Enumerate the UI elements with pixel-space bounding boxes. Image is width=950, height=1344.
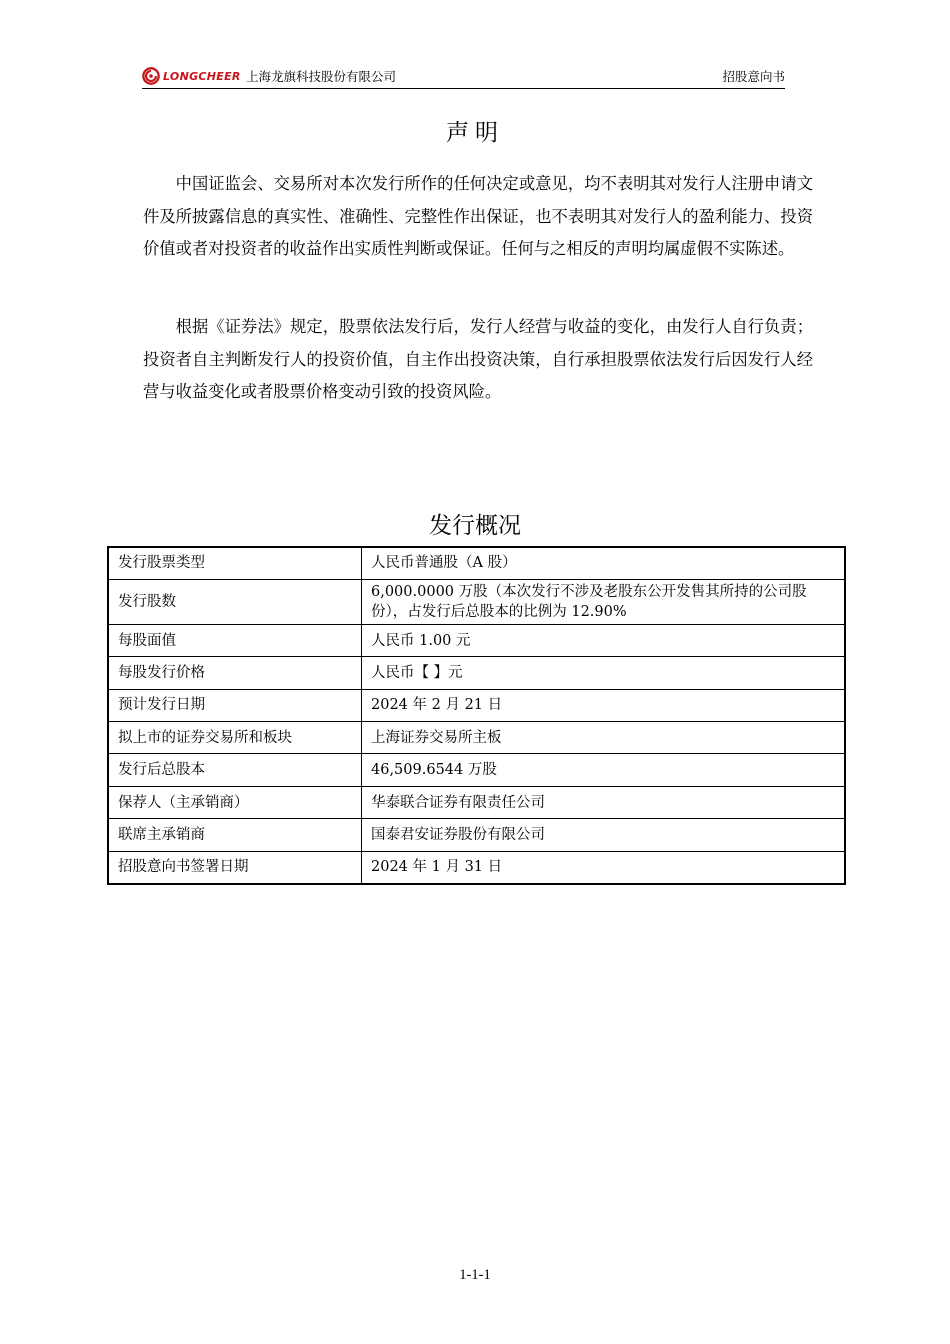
row-label: 每股面值: [108, 624, 362, 656]
row-value: 国泰君安证券股份有限公司: [362, 819, 846, 851]
row-label: 发行股数: [108, 579, 362, 624]
table-row: [108, 819, 845, 851]
row-label: 联席主承销商: [108, 819, 362, 851]
offering-overview-table: [107, 546, 846, 885]
logo-wordmark: LONGCHEER: [163, 69, 241, 83]
row-value: 上海证券交易所主板: [362, 722, 846, 754]
row-label: 每股发行价格: [108, 657, 362, 689]
row-value: 人民币【 】元: [362, 657, 846, 689]
row-value: 人民币 1.00 元: [362, 624, 846, 656]
page-header: [142, 66, 785, 89]
row-label: 保荐人（主承销商）: [108, 786, 362, 818]
table-row: [108, 754, 845, 786]
table-row: [108, 689, 845, 721]
overview-title: 发行概况: [429, 513, 521, 539]
row-label: 预计发行日期: [108, 689, 362, 721]
header-company-name: 上海龙旗科技股份有限公司: [246, 69, 397, 84]
table-row: [108, 851, 845, 883]
row-label: 拟上市的证券交易所和板块: [108, 722, 362, 754]
declaration-title: 声明: [446, 120, 504, 146]
declaration-paragraph-1: 中国证监会、交易所对本次发行所作的任何决定或意见，均不表明其对发行人注册申请文件及所披露信息的真实性、准确性、完整性作出保证，也不表明其对发行人的盈利能力、投资价值或者对投资者的收益作出实质性判断或保证。任何与之相反的声明均属虚假不实陈述。: [143, 174, 813, 258]
row-value: 华泰联合证券有限责任公司: [362, 786, 846, 818]
declaration-paragraph-2: 根据《证券法》规定，股票依法发行后，发行人经营与收益的变化，由发行人自行负责；投资者自主判断发行人的投资价值，自主作出投资决策，自行承担股票依法发行后因发行人经营与收益变化或者股票价格变动引致的投资风险。: [143, 317, 813, 401]
longcheer-logo-icon: [142, 67, 160, 85]
table-row: [108, 657, 845, 689]
row-value: 人民币普通股（A 股）: [362, 547, 846, 579]
row-label: 发行股票类型: [108, 547, 362, 579]
table-row: [108, 786, 845, 818]
row-value: 2024 年 2 月 21 日: [362, 689, 846, 721]
table-row: [108, 722, 845, 754]
row-value: 2024 年 1 月 31 日: [362, 851, 846, 883]
page-number: 1-1-1: [459, 1267, 491, 1283]
row-label: 招股意向书签署日期: [108, 851, 362, 883]
row-value: 6,000.0000 万股（本次发行不涉及老股东公开发售其所持的公司股份），占发行后总股本的比例为 12.90%: [362, 579, 846, 624]
row-label: 发行后总股本: [108, 754, 362, 786]
table-row: [108, 579, 845, 624]
row-value: 46,509.6544 万股: [362, 754, 846, 786]
table-row: [108, 547, 845, 579]
company-logo: [142, 66, 241, 86]
table-row: [108, 624, 845, 656]
header-document-type: 招股意向书: [722, 69, 785, 84]
